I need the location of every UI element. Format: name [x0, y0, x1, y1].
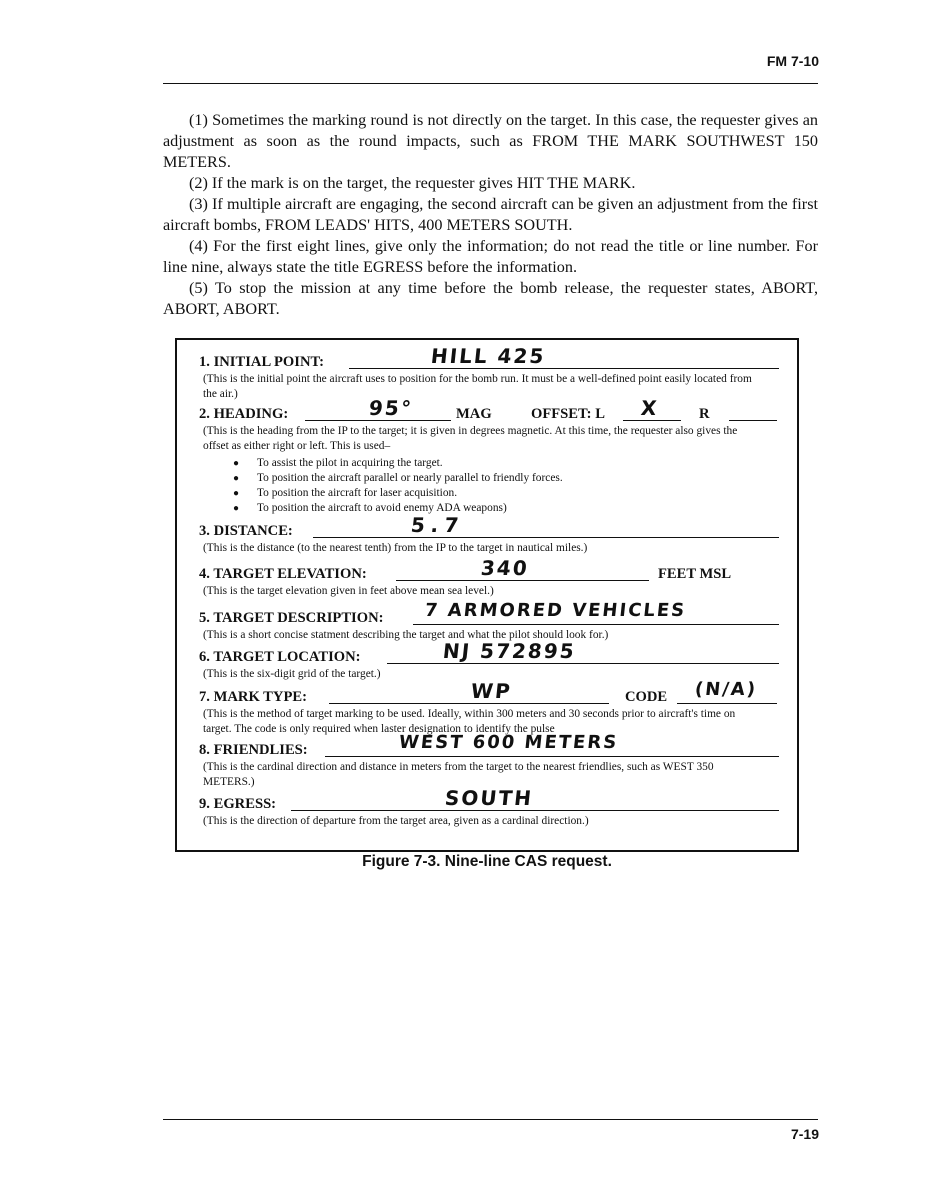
- friendlies-note: (This is the cardinal direction and distance in meters from the target to the nearest friendlies, such as WEST 350 METERS.): [203, 761, 714, 788]
- feet-msl-label: FEET MSL: [658, 566, 732, 582]
- form-line-target-elevation: [199, 556, 779, 582]
- distance-note: (This is the distance (to the nearest tenth) from the IP to the target in nautical miles.): [203, 542, 588, 554]
- initial-point-note: (This is the initial point the aircraft uses to position for the bomb run. It must be a well-defined point easily located from the air.): [203, 373, 752, 400]
- target-elevation-underline: [396, 580, 649, 581]
- paragraph-5: (5) To stop the mission at any time before the bomb release, the requester states, ABORT, ABORT, ABORT.: [163, 279, 818, 318]
- code-value: (N/A): [693, 679, 759, 700]
- mark-type-note: (This is the method of target marking to be used. Ideally, within 300 meters and 30 seconds prior to aircraft's time on target. The code is only required when laster designation to identify the pulse: [203, 708, 736, 735]
- heading-bullet: ● To position the aircraft to avoid enemy ADA weapons): [233, 501, 753, 516]
- mark-type-underline: [329, 703, 609, 704]
- initial-point-underline: [349, 368, 779, 369]
- heading-value: 95°: [367, 396, 415, 420]
- form-line-egress: [199, 786, 779, 812]
- footer-rule: [163, 1119, 818, 1120]
- code-label: CODE: [625, 689, 668, 705]
- paragraph-4: (4) For the first eight lines, give only the information; do not read the title or line number. For line nine, always state the title EGRESS before the information.: [163, 237, 818, 276]
- friendlies-underline: [325, 756, 779, 757]
- heading-underline: [305, 420, 451, 421]
- friendlies-value: WEST 600 METERS: [397, 732, 620, 753]
- target-location-note: (This is the six-digit grid of the target.): [203, 668, 381, 680]
- form-line-friendlies: [199, 732, 779, 758]
- paragraph-2: (2) If the mark is on the target, the requester gives HIT THE MARK.: [189, 174, 636, 192]
- heading-label: 2. HEADING:: [199, 406, 289, 422]
- form-line-mark-type: [199, 679, 779, 705]
- form-line-target-description: [199, 600, 779, 626]
- offset-r-underline: [729, 420, 777, 421]
- heading-bullet: ● To position the aircraft parallel or nearly parallel to friendly forces.: [233, 471, 753, 486]
- page-header-manual: FM 7-10: [766, 53, 819, 69]
- target-description-underline: [413, 624, 779, 625]
- target-elevation-label: 4. TARGET ELEVATION:: [199, 566, 367, 582]
- nine-line-form: [175, 338, 799, 852]
- code-underline: [677, 703, 777, 704]
- distance-label: 3. DISTANCE:: [199, 523, 293, 539]
- target-elevation-value: 340: [479, 556, 531, 580]
- figure-caption: Figure 7-3. Nine-line CAS request.: [362, 853, 612, 870]
- target-location-underline: [387, 663, 779, 664]
- target-description-label: 5. TARGET DESCRIPTION:: [199, 610, 384, 626]
- target-description-note: (This is a short concise statment describing the target and what the pilot should look for.): [203, 629, 609, 641]
- mark-type-value: WP: [469, 679, 513, 703]
- target-description-value: 7 ARMORED VEHICLES: [423, 600, 688, 621]
- egress-underline: [291, 810, 779, 811]
- body-text: [163, 110, 818, 320]
- heading-bullets: [233, 456, 753, 516]
- target-elevation-note: (This is the target elevation given in feet above mean sea level.): [203, 585, 494, 597]
- page-number: 7-19: [790, 1126, 819, 1142]
- distance-value: 5.7: [409, 513, 466, 537]
- heading-bullet: ● To position the aircraft for laser acquisition.: [233, 486, 753, 501]
- form-line-distance: [199, 513, 779, 539]
- egress-label: 9. EGRESS:: [199, 796, 277, 812]
- offset-r-label: R: [699, 406, 710, 422]
- form-line-initial-point: [199, 344, 779, 370]
- offset-l-underline: [623, 420, 681, 421]
- egress-note: (This is the direction of departure from the target area, given as a cardinal direction.): [203, 815, 589, 827]
- target-location-value: NJ 572895: [441, 639, 577, 663]
- header-rule: [163, 83, 818, 84]
- offset-label: OFFSET: L: [531, 406, 605, 422]
- distance-underline: [313, 537, 779, 538]
- mark-type-label: 7. MARK TYPE:: [199, 689, 307, 705]
- egress-value: SOUTH: [443, 786, 535, 810]
- paragraph-1: (1) Sometimes the marking round is not directly on the target. In this case, the requester gives an adjustment as soon as the round impacts, such as FROM THE MARK SOUTHWEST 150 METERS.: [163, 111, 818, 171]
- heading-note: (This is the heading from the IP to the target; it is given in degrees magnetic. At this time, the requester also gives the offset as either right or left. This is used–: [203, 425, 738, 452]
- mag-label: MAG: [456, 406, 492, 422]
- form-line-target-location: [199, 639, 779, 665]
- friendlies-label: 8. FRIENDLIES:: [199, 742, 308, 758]
- paragraph-3: (3) If multiple aircraft are engaging, the second aircraft can be given an adjustment from the first aircraft bombs, FROM LEADS' HITS, 400 METERS SOUTH.: [163, 195, 818, 234]
- initial-point-label: 1. INITIAL POINT:: [199, 354, 325, 370]
- target-location-label: 6. TARGET LOCATION:: [199, 649, 361, 665]
- offset-l-value: X: [639, 396, 660, 420]
- heading-bullet: ● To assist the pilot in acquiring the target.: [233, 456, 753, 471]
- form-line-heading: [199, 396, 779, 422]
- initial-point-value: HILL 425: [429, 344, 547, 368]
